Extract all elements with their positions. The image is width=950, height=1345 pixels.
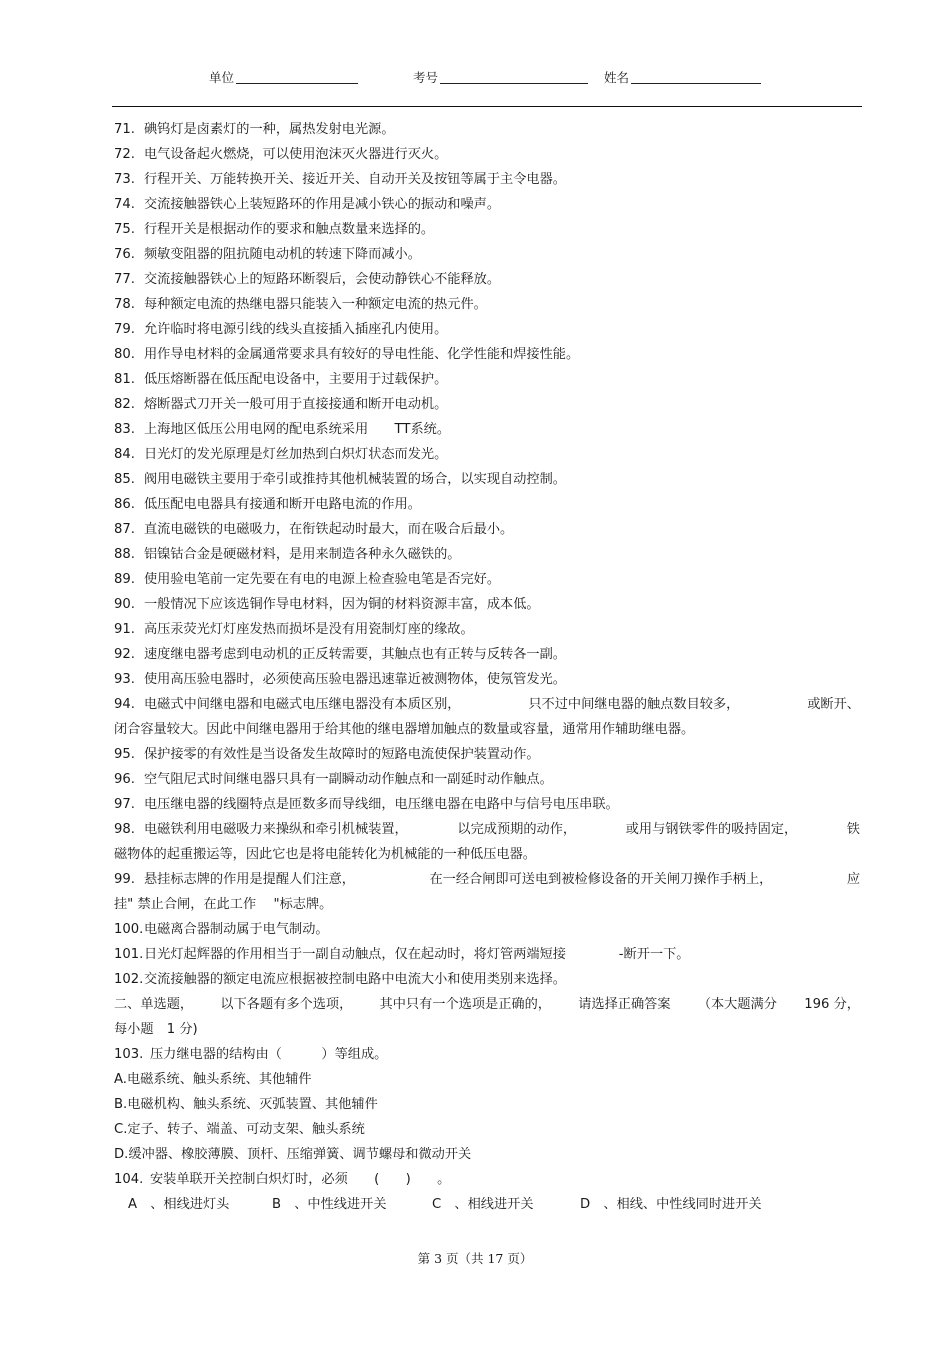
question-item	[114, 392, 860, 417]
question-number: 84.	[114, 447, 135, 462]
exam-no-label: 考号	[413, 70, 439, 85]
page-footer: 第 3 页（共 17 页）	[417, 1251, 533, 1266]
question-item	[114, 792, 860, 817]
name-blank	[631, 70, 761, 84]
question-item	[114, 317, 860, 342]
question-number: 89.	[114, 572, 135, 587]
question-text: 每种额定电流的热继电器只能装入一种额定电流的热元件。	[144, 297, 487, 312]
question-103-option-a: A.电磁系统、触头系统、其他辅件	[114, 1072, 312, 1087]
question-103-option-c: C.定子、转子、端盖、可动支架、触头系统	[114, 1122, 365, 1137]
question-text: 铝镍钴合金是硬磁材料，是用来制造各种永久磁铁的。	[144, 547, 461, 562]
question-103-option-b: B.电磁机构、触头系统、灭弧装置、其他辅件	[114, 1097, 378, 1112]
question-number: 74.	[114, 197, 135, 212]
question-item	[114, 217, 860, 242]
question-text: 用作导电材料的金属通常要求具有较好的导电性能、化学性能和焊接性能。	[144, 347, 580, 362]
question-text: 电磁离合器制动属于电气制动。	[144, 922, 329, 937]
question-text: 日光灯的发光原理是灯丝加热到白炽灯状态而发光。	[144, 447, 448, 462]
question-text: 高压汞荧光灯灯座发热而损坏是没有用瓷制灯座的缘故。	[144, 622, 474, 637]
question-item	[114, 442, 860, 467]
question-104-option-a: A 、相线进灯头	[128, 1197, 230, 1212]
unit-label: 单位	[209, 70, 235, 85]
question-number: 83.	[114, 422, 135, 437]
question-number: 72.	[114, 147, 135, 162]
question-number: 101.	[114, 947, 144, 962]
unit-field	[209, 68, 358, 86]
question-text: 电气设备起火燃烧，可以使用泡沫灭火器进行灭火。	[144, 147, 448, 162]
question-text: 低压配电电器具有接通和断开电路电流的作用。	[144, 497, 421, 512]
question-103-option-d: D.缓冲器、橡胶薄膜、顶杆、压缩弹簧、调节螺母和微动开关	[114, 1147, 472, 1162]
section-2-heading-line2: 每小题 1 分)	[114, 1022, 198, 1037]
question-text: 交流接触器的额定电流应根据被控制电路中电流大小和使用类别来选择。	[144, 972, 566, 987]
question-98-line1: 98. 电磁铁利用电磁吸力来操纵和牵引机械装置， 以完成预期的动作， 或用与钢铁零件的吸持固定， 铁	[114, 822, 860, 837]
question-item	[114, 967, 860, 992]
question-number: 82.	[114, 397, 135, 412]
question-94-line1: 94. 电磁式中间继电器和电磁式电压继电器没有本质区别， 只不过中间继电器的触点数目较多， 或断开、	[114, 697, 860, 712]
question-text: 保护接零的有效性是当设备发生故障时的短路电流使保护装置动作。	[144, 747, 540, 762]
question-number: 76.	[114, 247, 135, 262]
question-text: 日光灯起辉器的作用相当于一副自动触点，仅在起动时，将灯管两端短接 -断开一下。	[144, 947, 690, 962]
question-number: 78.	[114, 297, 135, 312]
question-item	[114, 517, 860, 542]
question-number: 87.	[114, 522, 135, 537]
question-text: 上海地区低压公用电网的配电系统采用 TT系统。	[144, 422, 451, 437]
question-item	[114, 242, 860, 267]
question-item	[114, 167, 860, 192]
question-104-option-d: D 、相线、中性线同时进开关	[580, 1197, 762, 1212]
question-item	[114, 917, 860, 942]
question-number: 100.	[114, 922, 144, 937]
question-item	[114, 617, 860, 642]
question-text: 直流电磁铁的电磁吸力，在衔铁起动时最大，而在吸合后最小。	[144, 522, 514, 537]
question-item	[114, 367, 860, 392]
question-104-options	[114, 1192, 860, 1217]
question-item	[114, 417, 860, 442]
question-text: 熔断器式刀开关一般可用于直接接通和断开电动机。	[144, 397, 448, 412]
question-item	[114, 542, 860, 567]
question-item	[114, 142, 860, 167]
question-number: 102.	[114, 972, 144, 987]
question-number: 71.	[114, 122, 135, 137]
question-text: 允许临时将电源引线的线头直接插入插座孔内使用。	[144, 322, 448, 337]
section-2-heading: 二、单选题， 以下各题有多个选项， 其中只有一个选项是正确的， 请选择正确答案 （本大题满分 196 分，	[114, 997, 860, 1012]
question-item	[114, 942, 860, 967]
question-text: 行程开关、万能转换开关、接近开关、自动开关及按钮等属于主令电器。	[144, 172, 566, 187]
name-label: 姓名	[604, 70, 630, 85]
unit-blank	[236, 70, 358, 84]
question-item	[114, 192, 860, 217]
question-94-line2: 闭合容量较大。因此中间继电器用于给其他的继电器增加触点的数量或容量，通常用作辅助继电器。	[114, 722, 695, 737]
question-text: 电压继电器的线圈特点是匝数多而导线细，电压继电器在电路中与信号电压串联。	[144, 797, 619, 812]
question-text: 碘钨灯是卤素灯的一种，属热发射电光源。	[144, 122, 395, 137]
question-number: 81.	[114, 372, 135, 387]
question-text: 使用高压验电器时，必须使高压验电器迅速靠近被测物体，使氖管发光。	[144, 672, 566, 687]
question-number: 96.	[114, 772, 135, 787]
name-field	[604, 68, 761, 86]
question-item	[114, 767, 860, 792]
question-text: 频敏变阻器的阻抗随电动机的转速下降而减小。	[144, 247, 421, 262]
question-text: 使用验电笔前一定先要在有电的电源上检查验电笔是否完好。	[144, 572, 501, 587]
question-number: 77.	[114, 272, 135, 287]
question-number: 91.	[114, 622, 135, 637]
question-text: 阀用电磁铁主要用于牵引或推持其他机械装置的场合，以实现自动控制。	[144, 472, 566, 487]
question-text: 交流接触器铁心上的短路环断裂后，会使动静铁心不能释放。	[144, 272, 501, 287]
question-item	[114, 742, 860, 767]
question-item	[114, 642, 860, 667]
question-item	[114, 667, 860, 692]
question-item	[114, 117, 860, 142]
question-item	[114, 342, 860, 367]
question-text: 一般情况下应该选铜作导电材料，因为铜的材料资源丰富，成本低。	[144, 597, 540, 612]
question-number: 79.	[114, 322, 135, 337]
question-99-line1: 99. 悬挂标志牌的作用是提醒人们注意， 在一经合闸即可送电到被检修设备的开关闸刀操作手柄上， 应	[114, 872, 860, 887]
question-number: 93.	[114, 672, 135, 687]
exam-no-field	[413, 68, 588, 86]
question-text: 空气阻尼式时间继电器只具有一副瞬动动作触点和一副延时动作触点。	[144, 772, 553, 787]
question-text: 行程开关是根据动作的要求和触点数量来选择的。	[144, 222, 435, 237]
question-item	[114, 567, 860, 592]
question-text: 低压熔断器在低压配电设备中，主要用于过载保护。	[144, 372, 448, 387]
question-number: 86.	[114, 497, 135, 512]
question-text: 交流接触器铁心上装短路环的作用是减小铁心的振动和噪声。	[144, 197, 501, 212]
question-number: 88.	[114, 547, 135, 562]
question-list	[114, 117, 860, 1217]
question-number: 80.	[114, 347, 135, 362]
question-number: 85.	[114, 472, 135, 487]
question-item	[114, 492, 860, 517]
question-103-stem: 103. 压力继电器的结构由（ ）等组成。	[114, 1047, 388, 1062]
question-104-option-b: B 、中性线进开关	[272, 1197, 387, 1212]
question-item	[114, 467, 860, 492]
question-item	[114, 267, 860, 292]
question-99-line2: 挂" 禁止合闸，在此工作 "标志牌。	[114, 897, 333, 912]
question-number: 97.	[114, 797, 135, 812]
question-item	[114, 592, 860, 617]
question-item	[114, 292, 860, 317]
question-number: 92.	[114, 647, 135, 662]
question-number: 95.	[114, 747, 135, 762]
header-rule	[112, 106, 862, 107]
question-104-option-c: C 、相线进开关	[432, 1197, 534, 1212]
question-text: 速度继电器考虑到电动机的正反转需要，其触点也有正转与反转各一副。	[144, 647, 566, 662]
exam-no-blank	[440, 70, 588, 84]
question-104-stem: 104. 安装单联开关控制白炽灯时，必须 ( ) 。	[114, 1172, 451, 1187]
question-number: 73.	[114, 172, 135, 187]
question-number: 90.	[114, 597, 135, 612]
page-header	[0, 68, 950, 88]
question-98-line2: 磁物体的起重搬运等，因此它也是将电能转化为机械能的一种低压电器。	[114, 847, 536, 862]
question-number: 75.	[114, 222, 135, 237]
